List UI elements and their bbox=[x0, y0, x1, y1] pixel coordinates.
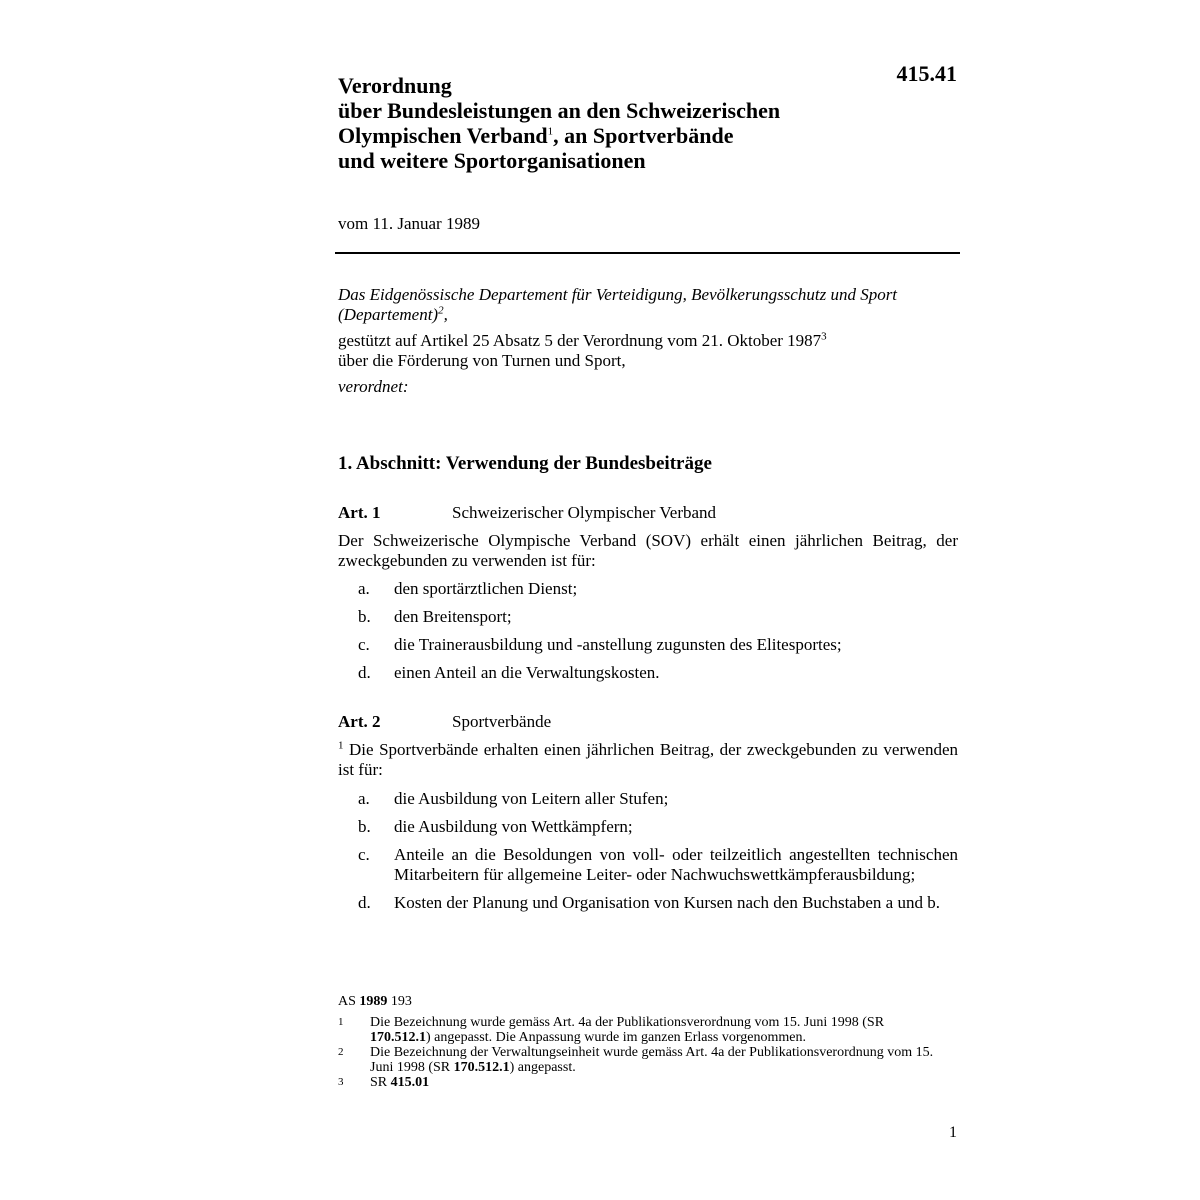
footnotes bbox=[338, 1015, 948, 1090]
sr-link[interactable]: 170.512.1 bbox=[370, 1030, 426, 1045]
title-line: über Bundesleistungen an den Schweizerischen bbox=[338, 98, 781, 123]
article-1-list bbox=[358, 579, 958, 691]
as-page: 193 bbox=[390, 994, 412, 1009]
footnote-ref[interactable]: 2 bbox=[438, 304, 444, 317]
footnote-text: Die Bezeichnung wurde gemäss Art. 4a der Publikationsverordnung vom 15. Juni 1998 (SR bbox=[370, 1015, 885, 1030]
header-divider bbox=[335, 252, 960, 254]
preamble-basis-text: gestützt auf Artikel 25 Absatz 5 der Verordnung vom 21. Oktober 1987 bbox=[338, 331, 822, 350]
footnote-text: ) angepasst. bbox=[509, 1060, 576, 1075]
preamble-basis-line bbox=[338, 331, 958, 351]
official-compilation-ref bbox=[338, 994, 412, 1010]
article-number: Art. 2 bbox=[338, 712, 381, 731]
list-letter: d. bbox=[358, 663, 371, 682]
title-line-part: Olympischen Verband bbox=[338, 123, 548, 148]
document-title bbox=[338, 73, 858, 173]
footnote-text: ) angepasst. Die Anpassung wurde im ganzen Erlass vorgenommen. bbox=[426, 1030, 806, 1045]
sr-link[interactable]: 415.01 bbox=[390, 1075, 430, 1090]
preamble-basis-line: über die Förderung von Turnen und Sport, bbox=[338, 351, 626, 370]
title-line: Verordnung bbox=[338, 73, 452, 98]
footnote-ref[interactable]: 3 bbox=[821, 330, 827, 343]
title-line bbox=[338, 123, 858, 148]
article-1-paragraph: Der Schweizerische Olympische Verband (SOV) erhält einen jährlichen Beitrag, der zweckgebunden zu verwenden ist für: bbox=[338, 531, 958, 570]
paragraph-text: Die Sportverbände erhalten einen jährlichen Beitrag, der zweckgebunden zu verwenden ist für: bbox=[338, 740, 959, 779]
preamble-verordnet: verordnet: bbox=[338, 377, 409, 396]
article-1-heading bbox=[338, 503, 716, 523]
enactment-date: vom 11. Januar 1989 bbox=[338, 214, 480, 233]
list-item bbox=[358, 663, 958, 683]
footnote-ref[interactable]: 1 bbox=[547, 125, 554, 138]
preamble-department-text: Das Eidgenössische Departement für Verteidigung, Bevölkerungsschutz und Sport (Departement) bbox=[338, 285, 898, 324]
preamble-punct: , bbox=[443, 305, 448, 324]
list-text: Anteile an die Besoldungen von voll- oder teilzeitlich angestellten technischen Mitarbeitern für allgemeine Leiter- oder Nachwuchswettkämpferausbildung; bbox=[394, 845, 958, 884]
list-text: einen Anteil an die Verwaltungskosten. bbox=[394, 663, 660, 682]
as-prefix: AS bbox=[338, 994, 356, 1009]
list-item bbox=[358, 817, 958, 837]
footnote-text: Die Bezeichnung der Verwaltungseinheit wurde gemäss Art. 4a der Publikationsverordnung vom 15. Juni 1998 (SR bbox=[370, 1045, 934, 1075]
list-item bbox=[358, 635, 958, 655]
footnote-number: 3 bbox=[338, 1076, 344, 1088]
list-item bbox=[358, 893, 958, 913]
list-text: den sportärztlichen Dienst; bbox=[394, 579, 578, 598]
article-title: Schweizerischer Olympischer Verband bbox=[452, 503, 717, 522]
list-text: die Ausbildung von Wettkämpfern; bbox=[394, 817, 633, 836]
footnote bbox=[338, 1075, 948, 1090]
page-number: 1 bbox=[949, 1124, 957, 1141]
preamble-department bbox=[338, 285, 958, 325]
as-year: 1989 bbox=[359, 994, 388, 1009]
list-text: den Breitensport; bbox=[394, 607, 512, 626]
list-text: die Ausbildung von Leitern aller Stufen; bbox=[394, 789, 669, 808]
list-item bbox=[358, 579, 958, 599]
list-item bbox=[358, 845, 958, 885]
list-letter: d. bbox=[358, 893, 371, 912]
list-letter: a. bbox=[358, 579, 370, 598]
list-letter: b. bbox=[358, 817, 371, 836]
title-line-part: , an Sportverbände bbox=[553, 123, 734, 148]
list-letter: c. bbox=[358, 635, 370, 654]
footnote bbox=[338, 1015, 948, 1045]
preamble-basis bbox=[338, 331, 958, 371]
article-2-heading bbox=[338, 712, 551, 732]
list-text: die Trainerausbildung und -anstellung zugunsten des Elitesportes; bbox=[394, 635, 842, 654]
list-text: Kosten der Planung und Organisation von Kursen nach den Buchstaben a und b. bbox=[394, 893, 940, 912]
section-heading: 1. Abschnitt: Verwendung der Bundesbeiträge bbox=[338, 453, 712, 474]
article-2-list bbox=[358, 789, 958, 921]
article-title: Sportverbände bbox=[452, 712, 552, 731]
footnote-text: SR bbox=[370, 1075, 391, 1090]
footnote-number: 1 bbox=[338, 1016, 344, 1028]
title-line: und weitere Sportorganisationen bbox=[338, 148, 646, 173]
article-number: Art. 1 bbox=[338, 503, 381, 522]
list-item bbox=[358, 789, 958, 809]
list-letter: c. bbox=[358, 845, 370, 864]
paragraph-number: 1 bbox=[338, 739, 344, 752]
sr-number: 415.41 bbox=[896, 61, 957, 86]
article-2-paragraph bbox=[338, 740, 958, 780]
list-letter: a. bbox=[358, 789, 370, 808]
list-letter: b. bbox=[358, 607, 371, 626]
list-item bbox=[358, 607, 958, 627]
footnote bbox=[338, 1045, 948, 1075]
sr-link[interactable]: 170.512.1 bbox=[453, 1060, 510, 1075]
footnote-number: 2 bbox=[338, 1046, 344, 1058]
